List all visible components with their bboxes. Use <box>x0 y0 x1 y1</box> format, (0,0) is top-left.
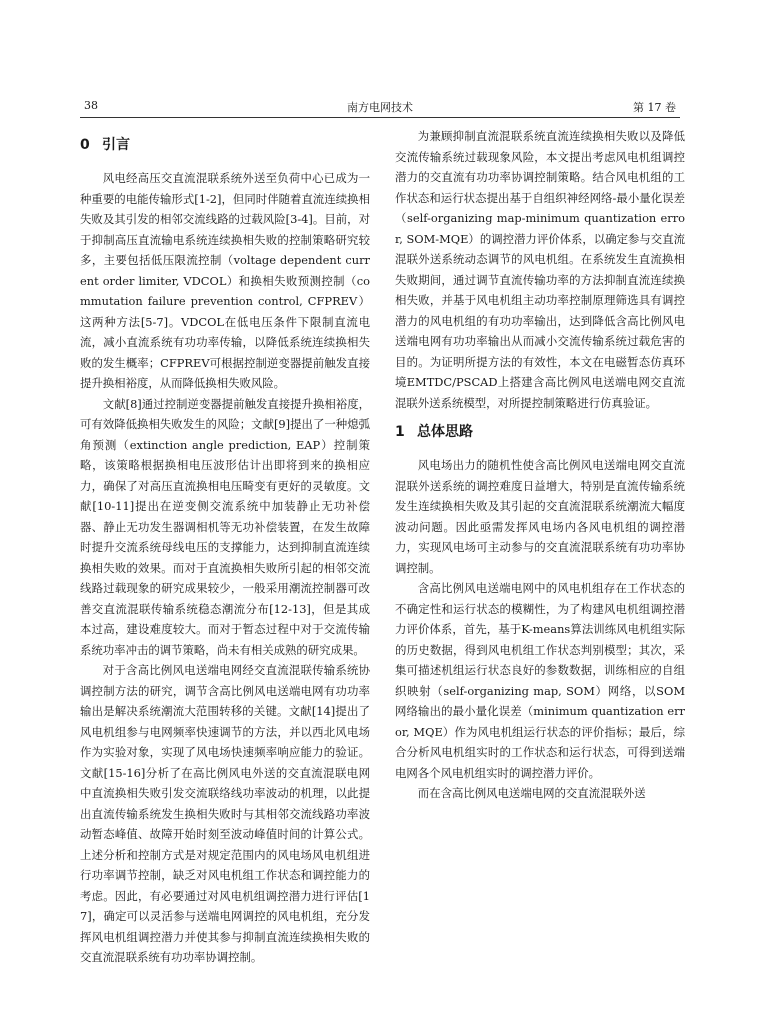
section-0-heading <box>80 134 370 156</box>
page-number: 38 <box>84 99 98 112</box>
header-rule <box>80 117 680 118</box>
section-1-paragraph-1: 风电场出力的随机性使含高比例风电送端电网交直流混联外送系统的调控难度日益增大，特别是直流传输系统发生连续换相失败及其引起的交直流混联系统潮流大幅度波动问题。因此亟需发挥风电场内各风电机组的调控潜力，实现风电场可主动参与的交直流混联系统有功功率协调控制。 <box>395 458 685 575</box>
section-0-paragraph-4: 为兼顾抑制直流混联系统直流连续换相失败以及降低交流传输系统过载现象风险，本文提出考虑风电机组调控潜力的交直流有功功率协调控制策略。结合风电机组的工作状态和运行状态提出基于自组织神经网络-最小量化误差（self-organizing map-minimum quantization error, SOM-MQE）的调控潜力评价体系，以确定参与交直流混联外送系统动态调节的风电机组。在系统发生直流换相失败期间，通过调节直流传输功率的方法抑制直流连续换相失败，并基于风电机组主动功率控制原理筛选具有调控潜力的风电机组的有功功率输出，达到降低含高比例风电送端电网有功功率输出从而减小交流传输系统过载危害的目的。为证明所提方法的有效性，本文在电磁暂态仿真环境EMTDC/PSCAD上搭建含高比例风电送端电网交直流混联外送系统模型，对所提控制策略进行仿真验证。 <box>395 129 685 410</box>
journal-name: 南方电网技术 <box>347 101 413 114</box>
left-column <box>80 126 370 968</box>
right-column <box>395 126 685 804</box>
section-1-heading <box>395 421 685 443</box>
section-0-paragraph-1: 风电经高压交直流混联系统外送至负荷中心已成为一种重要的电能传输形式[1-2]，但同时伴随着直流连续换相失败及其引发的相邻交流线路的过载风险[3-4]。目前，对于抑制高压直流输电系统连续换相失败的控制策略研究较多，主要包括低压限流控制（voltage dependent current order limiter, VDCOL）和换相失败预测控制（commutation failure prevention control, CFPREV）这两种方法[5-7]。VDCOL在低电压条件下限制直流电流，减小直流系统有功功率传输，以降低系统连续换相失败的发生概率；CFPREV可根据控制逆变器提前触发直接提升换相裕度，从而降低换相失败风险。 <box>80 171 370 390</box>
page-header <box>80 99 680 115</box>
section-1-paragraph-2: 含高比例风电送端电网中的风电机组存在工作状态的不确定性和运行状态的模糊性，为了构建风电机组调控潜力评价体系，首先，基于K-means算法训练风电机组实际的历史数据，得到风电机组工作状态判别模型；其次，采集可描述机组运行状态良好的参数数据，训练相应的自组织映射（self-organizing map, SOM）网络，以SOM网络输出的最小量化误差（minimum quantization error, MQE）作为风电机组运行状态的评价指标；最后，综合分析风电机组实时的工作状态和运行状态，可得到送端电网各个风电机组实时的调控潜力评价。 <box>395 581 685 780</box>
section-0-paragraph-3: 对于含高比例风电送端电网经交直流混联传输系统协调控制方法的研究，调节含高比例风电送端电网有功功率输出是解决系统潮流大范围转移的关键。文献[14]提出了风电机组参与电网频率快速调节的方法，并以西北风电场作为实验对象，实现了风电场快速频率响应能力的验证。文献[15-16]分析了在高比例风电外送的交直流混联电网中直流换相失败引发交流联络线功率波动的机理，以此提出直流传输系统发生换相失败时与其相邻交流线路功率波动暂态峰值、故障开始时刻至波动峰值时间的计算公式。上述分析和控制方式是对规定范围内的风电场风电机组进行功率调节控制，缺乏对风电机组工作状态和调控能力的考虑。因此，有必要通过对风电机组调控潜力进行评估[17]，确定可以灵活参与送端电网调控的风电机组，充分发挥风电机组调控潜力并使其参与抑制直流连续换相失败的交直流混联系统有功功率协调控制。 <box>80 663 370 964</box>
section-0-number: 0 <box>80 137 90 153</box>
section-1-number: 1 <box>395 424 405 440</box>
section-0-paragraph-2: 文献[8]通过控制逆变器提前触发直接提升换相裕度，可有效降低换相失败发生的风险；文献[9]提出了一种熄弧角预测（extinction angle prediction, EAP）控制策略，该策略根据换相电压波形估计出即将到来的换相应力，确保了对高压直流换相电压畸变有更好的灵敏度。文献[10-11]提出在逆变侧交流系统中加装静止无功补偿器、静止无功发生器调相机等无功补偿装置，在发生故障时提升交流系统母线电压的支撑能力，达到抑制直流连续换相失败的效果。而对于直流换相失败所引起的相邻交流线路过载现象的研究成果较少，一般采用潮流控制器可改善交直流混联传输系统稳态潮流分布[12-13]，但是其成本过高，建设难度较大。而对于暂态过程中对于交流传输系统功率冲击的调节策略，尚未有相关成熟的研究成果。 <box>80 396 370 657</box>
section-1-title: 总体思路 <box>417 424 473 440</box>
volume-label: 第 17 卷 <box>633 101 676 114</box>
section-0-title: 引言 <box>102 137 130 153</box>
section-1-paragraph-3: 而在含高比例风电送端电网的交直流混联外送 <box>417 786 646 800</box>
